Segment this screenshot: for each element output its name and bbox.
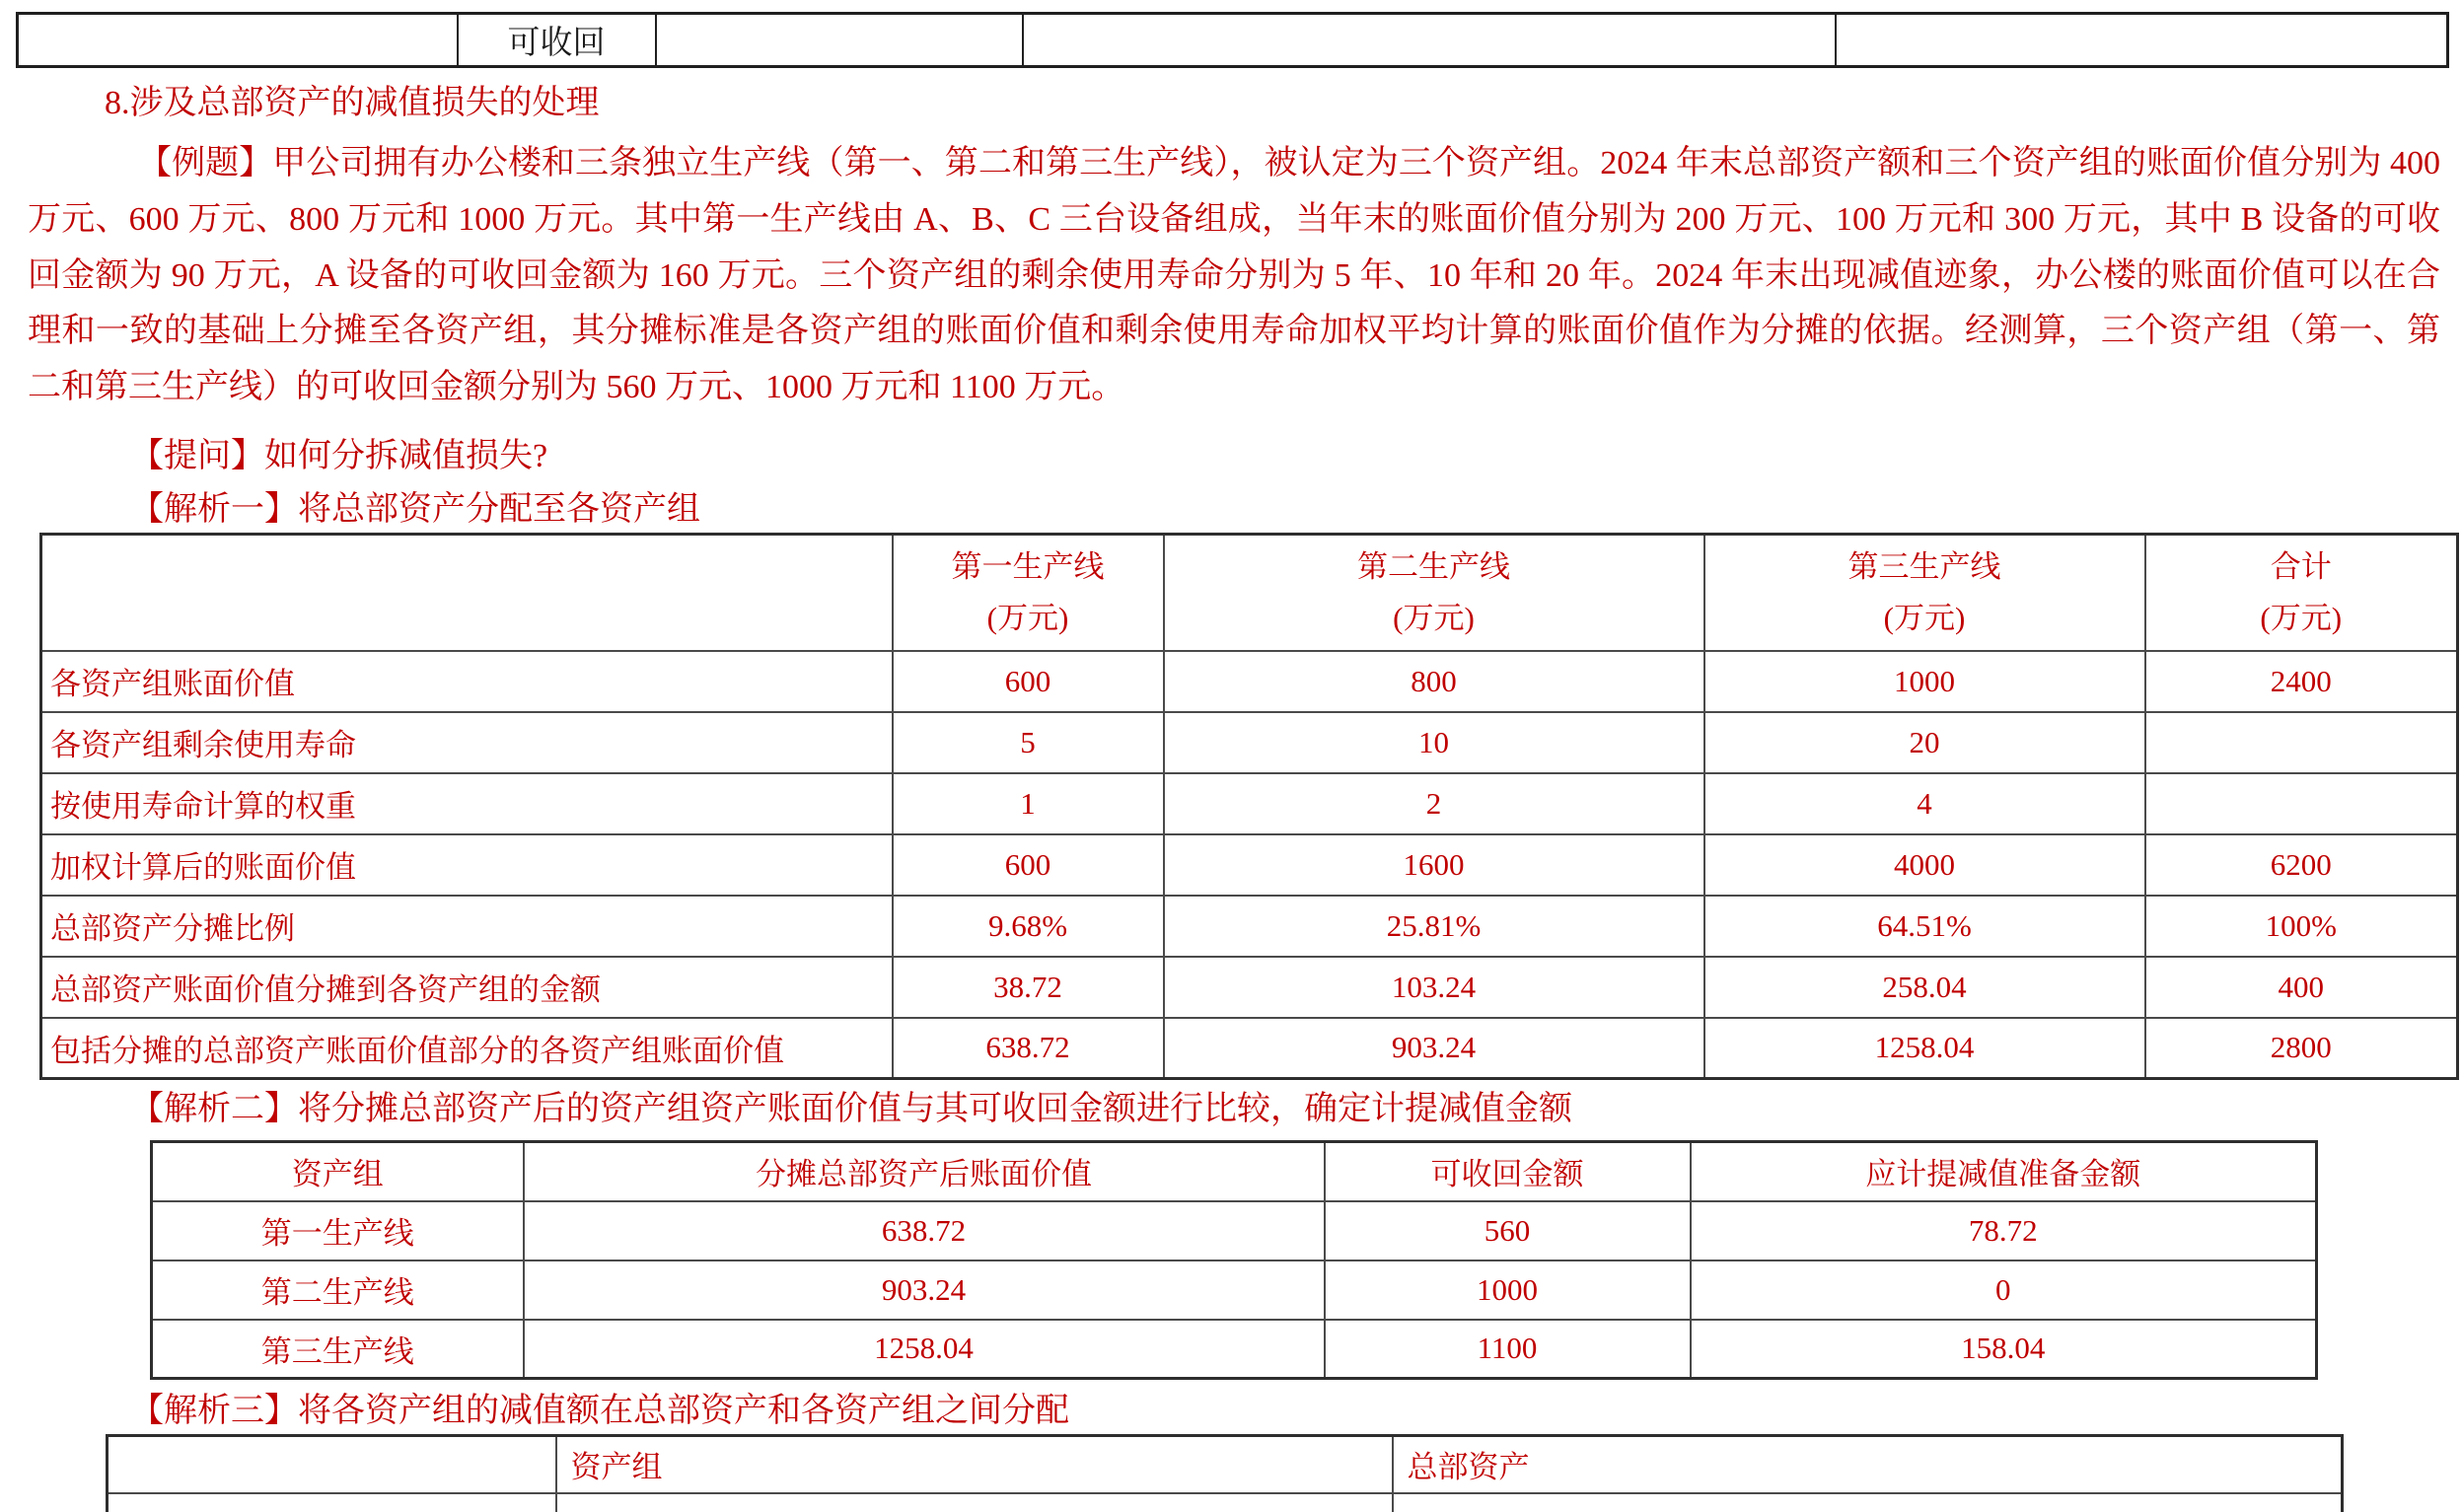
table-header-row bbox=[41, 535, 2458, 651]
table-row bbox=[18, 14, 2448, 67]
t2-row1-val1: 1000 bbox=[1325, 1260, 1691, 1320]
example-paragraph: 【例题】甲公司拥有办公楼和三条独立生产线（第一、第二和第三生产线），被认定为三个资产组。2024 年末总部资产额和三个资产组的账面价值分别为 400 万元、600 万元、800 万元和 1000 万元。其中第一生产线由 A、B、C 三台设备组成，当年末的账面价值分别为 200 万元、100 万元和 300 万元，其中 B 设备的可收回金额为 90 万元，A 设备的可收回金额为 160 万元。三个资产组的剩余使用寿命分别为 5 年、10 年和 20 年。2024 年末出现减值迹象，办公楼的账面价值可以在合理和一致的基础上分摊至各资产组，其分摊标准是各资产组的账面价值和剩余使用寿命加权平均计算的账面价值作为分摊的依据。经测算，三个资产组（第一、第二和第三生产线）的可收回金额分别为 560 万元、1000 万元和 1100 万元。 bbox=[28, 145, 2440, 406]
t2-header-provision: 应计提减值准备金额 bbox=[1691, 1142, 2317, 1201]
fragment-cell-recoverable: 可收回 bbox=[458, 14, 656, 67]
t3-header-blank bbox=[108, 1436, 556, 1493]
t1-row0-val0: 600 bbox=[893, 651, 1164, 712]
t2-row0-name: 第一生产线 bbox=[152, 1201, 524, 1260]
analysis1-line-wrap bbox=[28, 487, 2440, 533]
t1-row3-val1: 1600 bbox=[1164, 834, 1704, 896]
t3-clipped-cell-3 bbox=[1393, 1493, 2343, 1512]
next-table-fragment bbox=[106, 1434, 2344, 1512]
table-row bbox=[41, 1018, 2458, 1079]
t1-row1-val0: 5 bbox=[893, 712, 1164, 773]
example-paragraph-wrap bbox=[28, 136, 2440, 422]
t1-row3-val2: 4000 bbox=[1704, 834, 2145, 896]
t2-row0-val2: 78.72 bbox=[1691, 1201, 2317, 1260]
t2-header-recoverable: 可收回金额 bbox=[1325, 1142, 1691, 1201]
t1-header-total-name: 合计 bbox=[2270, 548, 2332, 584]
analysis3-line: 【解析三】将各资产组的减值额在总部资产和各资产组之间分配 bbox=[130, 1393, 1069, 1429]
t1-row1-val3 bbox=[2145, 712, 2458, 773]
t1-row5-val3: 400 bbox=[2145, 957, 2458, 1018]
t3-clipped-cell-2 bbox=[556, 1493, 1393, 1512]
table-header-row bbox=[108, 1436, 2343, 1493]
t1-row6-label: 包括分摊的总部资产账面价值部分的各资产组账面价值 bbox=[41, 1018, 893, 1079]
analysis2-line: 【解析二】将分摊总部资产后的资产组资产账面价值与其可收回金额进行比较，确定计提减值金额 bbox=[130, 1091, 1572, 1127]
t1-row4-val3: 100% bbox=[2145, 896, 2458, 957]
analysis3-line-wrap bbox=[28, 1389, 2440, 1434]
t1-header-blank bbox=[41, 535, 893, 651]
t1-row0-label: 各资产组账面价值 bbox=[41, 651, 893, 712]
t2-row1-name: 第二生产线 bbox=[152, 1260, 524, 1320]
t1-row4-val0: 9.68% bbox=[893, 896, 1164, 957]
t1-row1-val2: 20 bbox=[1704, 712, 2145, 773]
t1-row3-label: 加权计算后的账面价值 bbox=[41, 834, 893, 896]
fragment-cell-blank-3 bbox=[1023, 14, 1836, 67]
t1-header-line3-name: 第三生产线 bbox=[1847, 548, 2001, 584]
t2-row2-val1: 1100 bbox=[1325, 1320, 1691, 1379]
t1-row5-val2: 258.04 bbox=[1704, 957, 2145, 1018]
t1-row6-val2: 1258.04 bbox=[1704, 1018, 2145, 1079]
section-heading: 8.涉及总部资产的减值损失的处理 bbox=[105, 85, 600, 121]
t1-row4-val2: 64.51% bbox=[1704, 896, 2145, 957]
table-row bbox=[41, 834, 2458, 896]
table-row bbox=[108, 1493, 2343, 1512]
t1-header-line1-name: 第一生产线 bbox=[951, 548, 1105, 584]
t1-row6-val3: 2800 bbox=[2145, 1018, 2458, 1079]
t1-header-line2 bbox=[1164, 535, 1704, 651]
t1-row2-val1: 2 bbox=[1164, 773, 1704, 834]
t1-row2-label: 按使用寿命计算的权重 bbox=[41, 773, 893, 834]
t1-header-total bbox=[2145, 535, 2458, 651]
table-header-row bbox=[152, 1142, 2317, 1201]
t2-row0-val0: 638.72 bbox=[524, 1201, 1325, 1260]
t1-row5-val0: 38.72 bbox=[893, 957, 1164, 1018]
t1-row1-val1: 10 bbox=[1164, 712, 1704, 773]
table-row bbox=[152, 1201, 2317, 1260]
t1-row5-label: 总部资产账面价值分摊到各资产组的金额 bbox=[41, 957, 893, 1018]
t1-row2-val3 bbox=[2145, 773, 2458, 834]
table-row bbox=[41, 712, 2458, 773]
t1-header-line1 bbox=[893, 535, 1164, 651]
table-row bbox=[152, 1260, 2317, 1320]
t2-row2-val2: 158.04 bbox=[1691, 1320, 2317, 1379]
impairment-comparison-table bbox=[150, 1140, 2318, 1380]
t3-clipped-cell-1 bbox=[108, 1493, 556, 1512]
t1-header-line2-name: 第二生产线 bbox=[1357, 548, 1510, 584]
t2-row0-val1: 560 bbox=[1325, 1201, 1691, 1260]
analysis2-line-wrap bbox=[28, 1087, 2440, 1132]
t1-row2-val0: 1 bbox=[893, 773, 1164, 834]
table-row bbox=[41, 651, 2458, 712]
question-line: 【提问】如何分拆减值损失? bbox=[130, 438, 548, 474]
t2-row2-name: 第三生产线 bbox=[152, 1320, 524, 1379]
table-row bbox=[152, 1320, 2317, 1379]
t1-row2-val2: 4 bbox=[1704, 773, 2145, 834]
t1-row3-val3: 6200 bbox=[2145, 834, 2458, 896]
t1-row3-val0: 600 bbox=[893, 834, 1164, 896]
fragment-cell-blank-2 bbox=[656, 14, 1023, 67]
t1-row1-label: 各资产组剩余使用寿命 bbox=[41, 712, 893, 773]
t1-row0-val1: 800 bbox=[1164, 651, 1704, 712]
fragment-cell-blank-1 bbox=[18, 14, 458, 67]
t2-header-group: 资产组 bbox=[152, 1142, 524, 1201]
t1-row0-val2: 1000 bbox=[1704, 651, 2145, 712]
table-row bbox=[41, 773, 2458, 834]
t1-header-line1-unit: (万元) bbox=[986, 600, 1069, 635]
t2-header-carrying: 分摊总部资产后账面价值 bbox=[524, 1142, 1325, 1201]
t3-header-asset-group: 资产组 bbox=[556, 1436, 1393, 1493]
hq-allocation-table bbox=[39, 533, 2459, 1080]
t2-row2-val0: 1258.04 bbox=[524, 1320, 1325, 1379]
t2-row1-val2: 0 bbox=[1691, 1260, 2317, 1320]
t1-header-total-unit: (万元) bbox=[2260, 600, 2343, 635]
question-line-wrap bbox=[28, 434, 2440, 479]
analysis1-line: 【解析一】将总部资产分配至各资产组 bbox=[130, 491, 700, 528]
t3-header-hq-asset: 总部资产 bbox=[1393, 1436, 2343, 1493]
table-row bbox=[41, 957, 2458, 1018]
fragment-cell-blank-4 bbox=[1836, 14, 2448, 67]
t2-row1-val0: 903.24 bbox=[524, 1260, 1325, 1320]
t1-row5-val1: 103.24 bbox=[1164, 957, 1704, 1018]
t1-header-line2-unit: (万元) bbox=[1393, 600, 1475, 635]
t1-header-line3-unit: (万元) bbox=[1883, 600, 1966, 635]
t1-row0-val3: 2400 bbox=[2145, 651, 2458, 712]
t1-row6-val1: 903.24 bbox=[1164, 1018, 1704, 1079]
t1-row6-val0: 638.72 bbox=[893, 1018, 1164, 1079]
t1-row4-val1: 25.81% bbox=[1164, 896, 1704, 957]
t1-row4-label: 总部资产分摊比例 bbox=[41, 896, 893, 957]
previous-page-table-fragment bbox=[16, 12, 2449, 68]
table-row bbox=[41, 896, 2458, 957]
section-heading-wrap bbox=[28, 81, 2440, 126]
t1-header-line3 bbox=[1704, 535, 2145, 651]
